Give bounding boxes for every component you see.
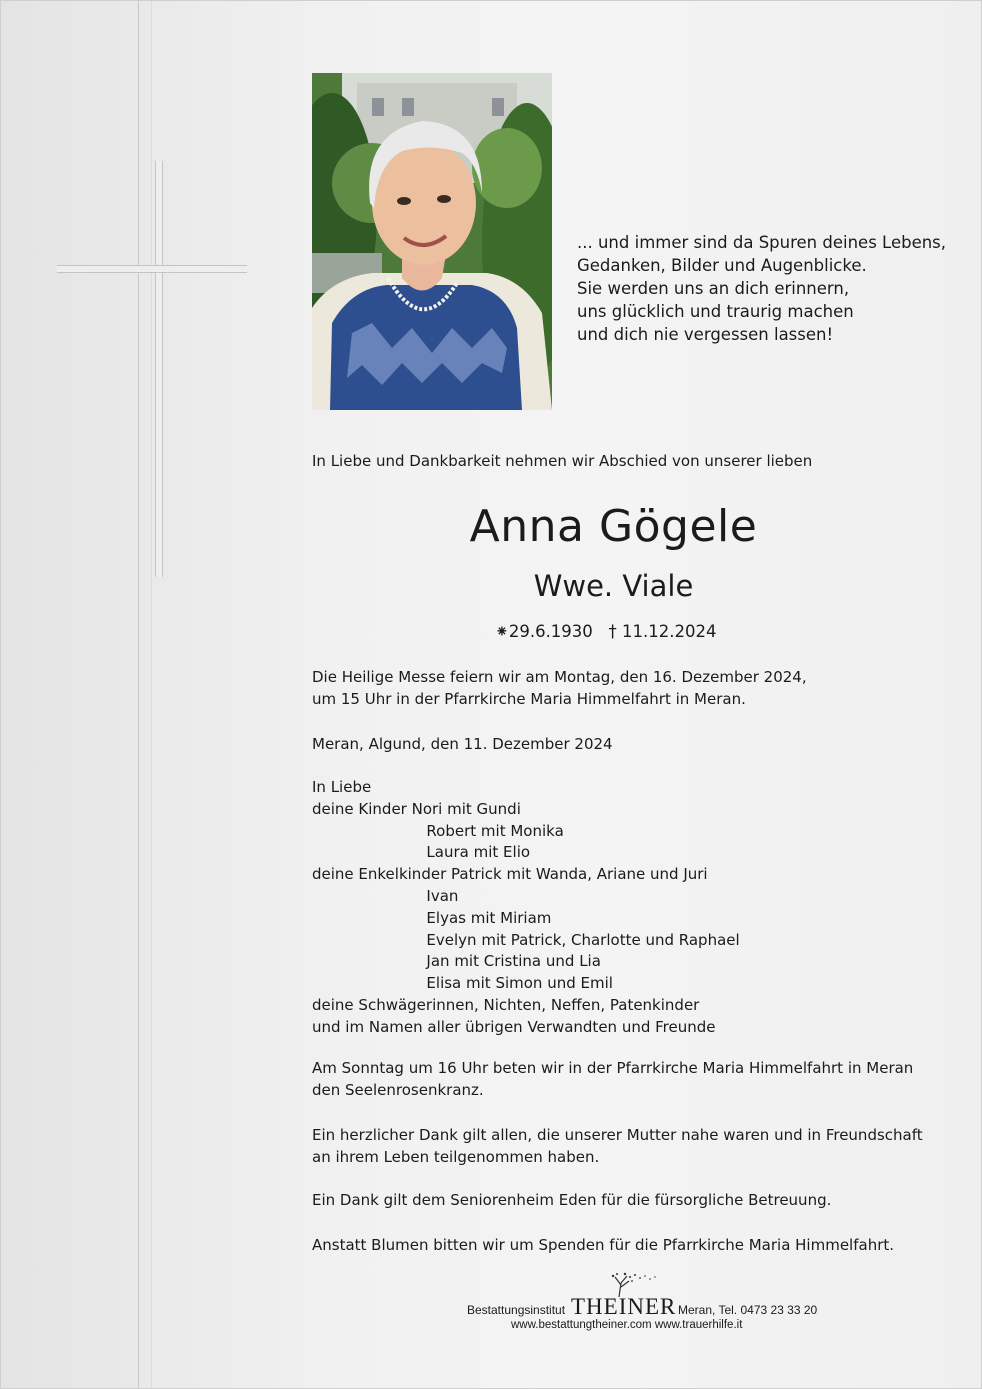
thanks-home-text: Ein Dank gilt dem Seniorenheim Eden für die fürsorgliche Betreuung. <box>312 1191 832 1209</box>
portrait-photo <box>312 73 552 410</box>
footer-label: Bestattungsinstitut <box>467 1303 566 1317</box>
funeral-home-footer <box>1 1271 982 1341</box>
widow-name: Wwe. Viale <box>533 569 694 603</box>
footer-contact: Meran, Tel. 0473 23 33 20 <box>678 1303 818 1317</box>
life-dates: ⁕29.6.1930 † 11.12.2024 <box>495 622 717 641</box>
intro-text: In Liebe und Dankbarkeit nehmen wir Abschied von unserer lieben <box>312 452 813 470</box>
mass-announcement: Die Heilige Messe feiern wir am Montag, den 16. Dezember 2024, um 15 Uhr in der Pfarrkirche Maria Himmelfahrt in Meran. <box>312 668 807 708</box>
place-date: Meran, Algund, den 11. Dezember 2024 <box>312 735 613 753</box>
deceased-name: Anna Gögele <box>469 501 758 552</box>
footer-websites: www.bestattungtheiner.com www.trauerhilfe.it <box>511 1319 743 1331</box>
rosary-text: Am Sonntag um 16 Uhr beten wir in der Pfarrkirche Maria Himmelfahrt in Meran den Seelenrosenkranz. <box>312 1059 914 1099</box>
cross-icon <box>57 161 247 577</box>
thanks-text: Ein herzlicher Dank gilt allen, die unserer Mutter nahe waren und in Freundschaft an ihrem Leben teilgenommen haben. <box>312 1126 923 1166</box>
brand-logo: THEINER <box>571 1294 677 1319</box>
donation-text: Anstatt Blumen bitten wir um Spenden für die Pfarrkirche Maria Himmelfahrt. <box>312 1236 895 1254</box>
mourners-list: In Liebe deine Kinder Nori mit Gundi Robert mit Monika Laura mit Elio deine Enkelkinder Patrick mit Wanda, Ariane und Juri Ivan Elyas mit Miriam Evelyn mit Patrick, Charlotte und Raphael Jan mit Cristina und Lia Elisa mit Simon und Emil deine Schwägerinnen, Nichten, Neffen, Patenkinder und im Namen aller übrigen Verwandten und Freunde <box>312 778 740 1036</box>
poem-text: ... und immer sind da Spuren deines Lebens, Gedanken, Bilder und Augenblicke. Sie werden uns an dich erinnern, uns glücklich und traurig machen und dich nie vergessen lassen! <box>577 233 947 344</box>
